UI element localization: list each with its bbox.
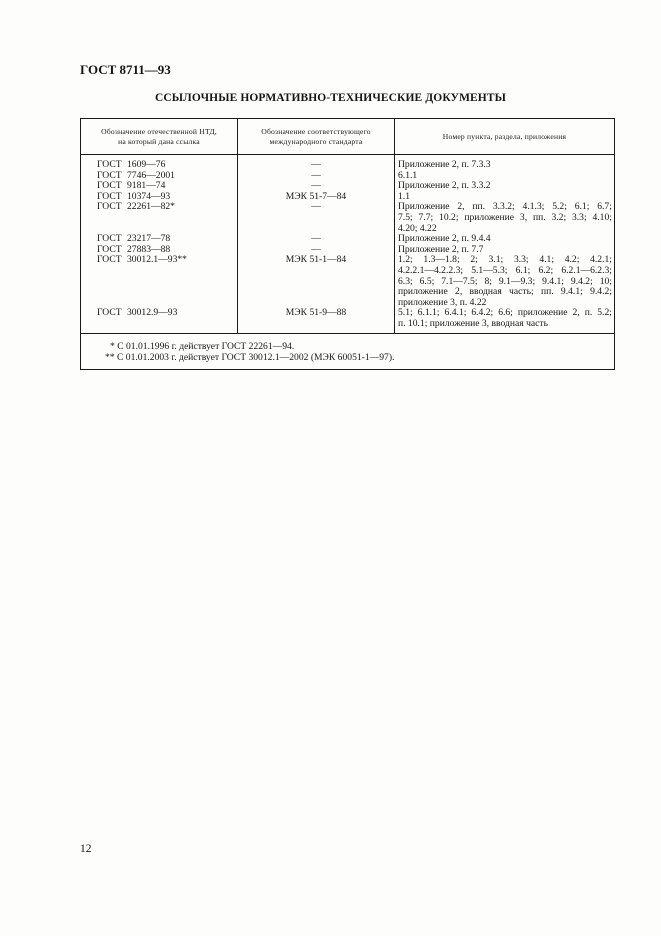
document-header: ГОСТ 8711—93 — [80, 62, 171, 77]
domestic-doc-cell — [97, 266, 237, 277]
section-reference-word: вводная — [469, 286, 502, 298]
domestic-doc-cell — [97, 319, 237, 330]
section-reference-word: 4.2; — [564, 254, 580, 266]
section-reference-word: приложение — [517, 307, 568, 319]
section-reference-word: часть; — [509, 286, 534, 298]
section-reference-word: 4.10; — [592, 211, 612, 223]
section-reference-word: 9.4.1; — [560, 286, 583, 298]
section-reference-word: 2, — [572, 307, 580, 319]
section-reference-line: Приложение 2, п. 3.3.2 — [398, 180, 491, 192]
domestic-doc-cell: ГОСТ 1609—76 — [97, 159, 166, 170]
column-section-references — [395, 155, 614, 333]
international-standard-cell — [238, 287, 394, 298]
section-reference-line: Приложение 2, п. 9.4.4 — [398, 233, 491, 245]
section-reference-word: 7.5; — [398, 211, 413, 223]
section-reference-line: п. 10.1; приложение 3, вводная часть — [398, 317, 548, 329]
section-reference-word: 8; — [484, 275, 492, 287]
column-international-standards — [238, 155, 395, 333]
section-reference-word: пп. — [532, 211, 546, 223]
section-reference-word: 7.7; — [418, 211, 434, 223]
section-reference-word: 9.4.1; — [542, 275, 564, 287]
section-reference-word: пп. — [540, 286, 554, 298]
section-reference-word: 6.7; — [597, 201, 612, 213]
section-reference-line: 6.1.1 — [398, 169, 418, 181]
section-reference-word: 7.1—7.5; — [441, 275, 478, 287]
section-reference-line: 1.1 — [398, 190, 410, 202]
references-table — [80, 118, 615, 370]
section-reference-line: 4.20; 4.22 — [398, 222, 437, 234]
section-reference-word: 6.5; — [419, 275, 435, 287]
section-reference-line: Приложение 2, п. 7.7 — [398, 243, 484, 255]
section-reference-word: 6.2.1—6.2.3; — [561, 264, 612, 276]
section-reference-word: 2, — [455, 286, 463, 298]
international-standard-cell — [238, 277, 394, 288]
header-section-number-line: Номер пункта, раздела, приложения — [442, 131, 567, 141]
international-standard-cell: — — [311, 233, 321, 245]
header-international-standard — [238, 119, 395, 154]
domestic-doc-cell — [97, 213, 237, 224]
section-reference-word: 1.2; — [398, 254, 413, 266]
section-reference-word: 6.2; — [538, 264, 554, 276]
section-reference-word: 6.3; — [398, 275, 413, 287]
section-reference-word: 4.2.2.1—4.2.2.3; — [398, 264, 464, 276]
header-domestic-doc-line: на который дана ссылка — [118, 136, 200, 146]
section-reference-word: 3.1; — [488, 254, 504, 266]
section-reference-word: 6.1; — [515, 264, 531, 276]
international-standard-cell: — — [311, 169, 321, 181]
header-domestic-doc — [81, 119, 238, 154]
domestic-doc-cell: ГОСТ 9181—74 — [97, 180, 166, 192]
section-reference-word: Приложение — [398, 201, 450, 213]
column-domestic-docs — [81, 155, 238, 333]
section-reference-word: 6.4.1; — [444, 307, 467, 319]
section-reference-word: 10.2; — [439, 211, 459, 223]
section-reference-word: 5.1; — [398, 307, 413, 319]
international-standard-cell — [238, 213, 394, 224]
section-reference-word: 5.1—5.3; — [471, 264, 508, 276]
section-reference-word: 3, — [519, 211, 528, 223]
section-reference-word: пп. — [472, 201, 486, 213]
header-section-number — [395, 119, 614, 154]
domestic-doc-cell: ГОСТ 30012.9—93 — [97, 307, 178, 319]
international-standard-cell: — — [311, 180, 321, 192]
domestic-doc-cell: ГОСТ 22261—82* — [97, 201, 175, 213]
domestic-doc-cell — [97, 277, 237, 288]
international-standard-cell — [238, 266, 394, 277]
section-reference-line: Приложение 2, п. 7.3.3 — [398, 159, 491, 170]
international-standard-cell: — — [311, 159, 321, 170]
section-reference-word: 6.1.1; — [417, 307, 440, 319]
domestic-doc-cell: ГОСТ 10374—93 — [97, 190, 171, 202]
footnote: ** С 01.01.2003 г. действует ГОСТ 30012.1—2002 (МЭК 60051-1—97). — [105, 351, 395, 363]
international-standard-cell: МЭК 51-1—84 — [285, 254, 347, 266]
section-reference-word: 2, — [457, 201, 465, 213]
international-standard-cell: — — [311, 243, 321, 255]
international-standard-cell — [238, 319, 394, 330]
table-body — [81, 155, 614, 334]
section-reference-word: 9.1—9.3; — [498, 275, 536, 287]
domestic-doc-cell: ГОСТ 7746—2001 — [97, 169, 175, 181]
header-international-standard-line: Обозначение соответствующего — [261, 126, 371, 136]
domestic-doc-cell: ГОСТ 27883—88 — [97, 243, 171, 255]
section-reference-word: 4.1; — [539, 254, 554, 266]
section-reference-word: 3.3.2; — [492, 201, 515, 213]
section-reference-word: 10; — [599, 275, 612, 287]
section-reference-word: приложение — [464, 211, 515, 223]
section-reference-word: 1.3—1.8; — [423, 254, 460, 266]
section-reference-word: 6.4.2; — [471, 307, 494, 319]
section-reference-word: 6.1; — [574, 201, 590, 213]
section-reference-word: 5.2; — [597, 307, 612, 319]
section-reference-word: 5.2; — [552, 201, 567, 213]
page-number: 12 — [80, 843, 92, 855]
footnote: * С 01.01.1996 г. действует ГОСТ 22261—94. — [110, 340, 295, 352]
domestic-doc-cell: ГОСТ 30012.1—93** — [97, 254, 187, 266]
section-title: ССЫЛОЧНЫЕ НОРМАТИВНО-ТЕХНИЧЕСКИЕ ДОКУМЕНТЫ — [154, 92, 507, 104]
section-reference-word: приложение — [398, 286, 448, 298]
section-reference-word: 9.4.2; — [590, 286, 612, 298]
domestic-doc-cell: ГОСТ 23217—78 — [97, 233, 171, 245]
section-reference-word: п. — [584, 307, 593, 319]
domestic-doc-cell — [97, 287, 237, 298]
section-reference-word: 4.1.3; — [522, 201, 545, 213]
section-reference-word: 3.2; — [551, 211, 567, 223]
section-reference-word: 2; — [470, 254, 478, 266]
section-reference-word: 3.3; — [571, 211, 587, 223]
section-reference-word: 3.3; — [513, 254, 529, 266]
section-reference-word: 6.6; — [498, 307, 513, 319]
section-reference-word: 9.4.2; — [570, 275, 593, 287]
section-reference-word: 4.2.1; — [590, 254, 612, 266]
international-standard-cell: МЭК 51-7—84 — [285, 190, 347, 202]
header-international-standard-line: международного стандарта — [269, 136, 363, 146]
section-reference-line — [398, 213, 612, 224]
international-standard-cell: МЭК 51-9—88 — [285, 307, 347, 319]
header-domestic-doc-line: Обозначение отечественной НТД, — [101, 126, 217, 136]
table-header-row — [81, 119, 614, 155]
section-reference-line: приложение 3, п. 4.22 — [398, 296, 487, 308]
section-reference-line — [398, 266, 612, 277]
footnotes — [81, 334, 614, 369]
international-standard-cell: — — [311, 201, 321, 213]
